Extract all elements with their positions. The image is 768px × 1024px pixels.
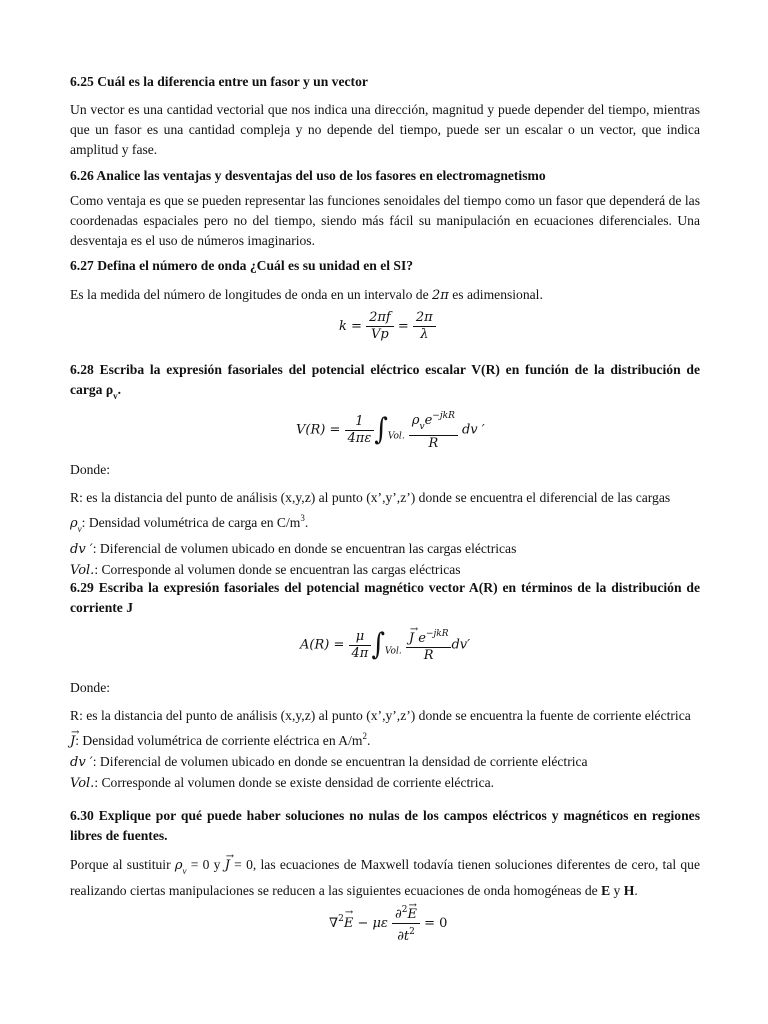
eq-k-den-2: λ — [420, 327, 429, 342]
heading-6-28-rho: ρ — [105, 382, 114, 397]
def-dv-text: : Diferencial de volumen ubicado en donde se encuentran las cargas eléctricas — [92, 541, 517, 556]
eq-v-exp-base: e — [424, 413, 433, 428]
def-vol-text-2: : Corresponde al volumen donde se existe densidad de corriente eléctrica. — [94, 775, 495, 790]
paragraph-6-26: Como ventaja es que se pueden representar las funciones senoidales del tiempo como un fasor que dependerá de las coordenadas espaciales pero no del tiempo, siendo más fácil su manipulación en ecuaciones diferenciales. Una desventaja es el uso de números imaginarios. — [70, 193, 700, 248]
paragraph-6-27-post: es adimensional. — [448, 287, 543, 302]
def-dv-6-28 — [70, 539, 700, 560]
eq-a-exp: −jkR — [425, 629, 449, 639]
def-rho-text: : Densidad volumétrica de carga en C/m — [81, 515, 301, 530]
equation-wavenumber — [339, 310, 436, 343]
eq-w-fraction — [392, 902, 420, 945]
eq-w-nabla: ∇ — [329, 916, 339, 931]
eq-a-num-1: μ — [349, 629, 372, 646]
eq-v-rho-sub: v — [419, 422, 425, 432]
def-rho-sub: v — [77, 524, 82, 534]
eq-v-num-1: 1 — [345, 414, 375, 431]
paragraph-6-27-pre: Es la medida del número de longitudes de onda en un intervalo de — [70, 287, 433, 302]
def-dv-sym: dv ′ — [70, 542, 93, 557]
def-j-end: . — [366, 733, 371, 748]
eq-w-dt-sq: 2 — [409, 927, 415, 937]
p630-rho: ρ — [174, 858, 183, 873]
def-dv-sym-2: dv ′ — [70, 755, 93, 770]
heading-6-28-text: 6.28 Escriba la expresión fasoriales del potencial eléctrico escalar V(R) en función de la distribución de carga — [70, 362, 700, 397]
heading-6-28 — [70, 360, 700, 406]
two-pi-symbol: 2π — [432, 288, 449, 303]
eq-a-num-2 — [406, 626, 452, 648]
def-dv-text-2: : Diferencial de volumen ubicado en donde se encuentran la densidad de corriente eléctrica — [92, 754, 588, 769]
heading-6-30: 6.30 Explique por qué puede haber soluciones no nulas de los campos eléctricos y magnéticos en regiones libres de fuentes. — [70, 808, 700, 843]
eq-k-den-1: Vp — [371, 327, 389, 342]
def-rho-end: . — [304, 515, 309, 530]
definitions-6-29 — [70, 706, 700, 794]
paragraph-6-27 — [70, 285, 700, 306]
def-vol-6-29 — [70, 773, 700, 794]
eq-a-den-1: 4π — [351, 645, 369, 661]
def-rho-sym: ρ — [70, 516, 78, 531]
eq-v-fraction-1 — [345, 414, 375, 447]
eq-k-fraction-1 — [366, 310, 394, 343]
eq-v-num-2 — [409, 408, 458, 436]
def-rho-exp: 3 — [300, 513, 305, 523]
p630-eq0: = 0 — [186, 857, 210, 872]
def-vol-sym: Vol. — [70, 563, 95, 578]
def-rho-6-28 — [70, 508, 700, 539]
eq-k-equals: = — [351, 319, 362, 334]
eq-v-den-1: 4πε — [347, 430, 372, 446]
heading-6-25: 6.25 Cuál es la diferencia entre un fasor y un vector — [70, 74, 368, 89]
definitions-6-28 — [70, 488, 700, 581]
def-vol-sym-2: Vol. — [70, 776, 95, 791]
donde-label-6-28: Donde: — [70, 462, 111, 477]
eq-w-num — [392, 902, 420, 924]
eq-v-rho: ρ — [411, 413, 420, 428]
eq-a-den-2: R — [423, 648, 434, 663]
def-j-6-29 — [70, 726, 700, 752]
eq-k-num-2: 2π — [413, 310, 436, 327]
def-j-exp: 2 — [362, 731, 367, 741]
heading-6-26: 6.26 Analice las ventajas y desventajas del uso de los fasores en electromagnetismo — [70, 168, 546, 183]
eq-a-vec-j: J → — [409, 631, 414, 647]
eq-w-e2: E → — [408, 907, 418, 923]
p630-rho-sub: v — [182, 866, 187, 876]
p630-eq0b: = 0 — [229, 857, 253, 872]
eq-w-e1: E → — [344, 916, 354, 931]
heading-6-29: 6.29 Escriba la expresión fasoriales del potencial magnético vector A(R) en términos de la distribución de corriente J — [70, 580, 700, 615]
eq-w-minus: − με — [357, 916, 388, 931]
eq-a-differential: dv′ — [451, 637, 471, 653]
def-r-6-28: R: es la distancia del punto de análisis (x,y,z) al punto (x’,y’,z’) donde se encuentra el diferencial de las cargas — [70, 490, 671, 505]
def-r-6-29: R: es la distancia del punto de análisis (x,y,z) al punto (x’,y’,z’) donde se encuentra la fuente de corriente eléctrica — [70, 708, 691, 723]
eq-a-fraction-2 — [406, 626, 452, 664]
donde-label-6-29: Donde: — [70, 680, 111, 695]
heading-6-28-end: . — [117, 382, 122, 397]
eq-a-integral-sign: ∫ — [371, 627, 385, 663]
paragraph-6-30 — [70, 855, 700, 901]
eq-w-partial: ∂ — [395, 907, 402, 922]
eq-a-fraction-1 — [349, 629, 372, 662]
eq-k-lhs: k — [339, 319, 347, 334]
def-vol-text: : Corresponde al volumen donde se encuentran las cargas eléctricas — [94, 562, 461, 577]
eq-a-exp-base: e — [418, 631, 426, 646]
eq-v-exp: −jkR — [432, 411, 455, 421]
eq-v-fraction-2 — [409, 408, 458, 452]
p630-b: , las ecuaciones de Maxwell todavía tienen soluciones diferentes de cero, tal que realizando ciertas manipulaciones se reducen a las siguientes ecuaciones de onda homogéneas de — [70, 857, 701, 898]
p630-end: . — [634, 883, 638, 898]
def-j-sym: J → — [70, 732, 75, 752]
def-dv-6-29 — [70, 752, 700, 773]
eq-w-partial-sq: 2 — [401, 905, 408, 915]
eq-k-fraction-2 — [413, 310, 436, 343]
heading-6-28-rho-sub: v — [113, 391, 118, 401]
p630-y: y — [209, 857, 225, 872]
equation-wave — [329, 902, 447, 945]
heading-6-27: 6.27 Defina el número de onda ¿Cuál es su unidad en el SI? — [70, 258, 414, 273]
eq-v-lhs: V(R) = — [296, 422, 341, 438]
eq-v-integral-limit: Vol. — [387, 431, 405, 442]
eq-w-dt: ∂t — [397, 929, 410, 944]
p630-e: E — [601, 883, 611, 898]
equation-vector-potential — [300, 626, 470, 664]
def-j-text: : Densidad volumétrica de corriente eléctrica en A/m — [75, 733, 363, 748]
eq-k-equals-2: = — [397, 319, 409, 334]
eq-v-den-2: R — [428, 436, 439, 451]
eq-v-integral-sign: ∫ — [374, 412, 388, 448]
p630-h: H — [623, 883, 635, 898]
eq-w-rhs: = 0 — [424, 916, 448, 931]
eq-w-nabla-sq: 2 — [338, 914, 344, 924]
eq-v-differential: dv ′ — [461, 422, 485, 438]
eq-w-den — [392, 924, 420, 945]
p630-y2: y — [610, 883, 624, 898]
eq-a-integral-limit: Vol. — [384, 646, 402, 657]
p630-a: Porque al sustituir — [70, 857, 175, 872]
eq-a-lhs: A(R) = — [300, 637, 345, 653]
equation-scalar-potential — [296, 408, 485, 452]
paragraph-6-25: Un vector es una cantidad vectorial que nos indica una dirección, magnitud y puede depender del tiempo, mientras que un fasor es una cantidad compleja y no depende del tiempo, puede ser un escalar o un vector, que indica amplitud y fase. — [70, 102, 700, 157]
eq-k-num-1: 2πf — [366, 310, 394, 327]
p630-j: J → — [225, 856, 230, 876]
